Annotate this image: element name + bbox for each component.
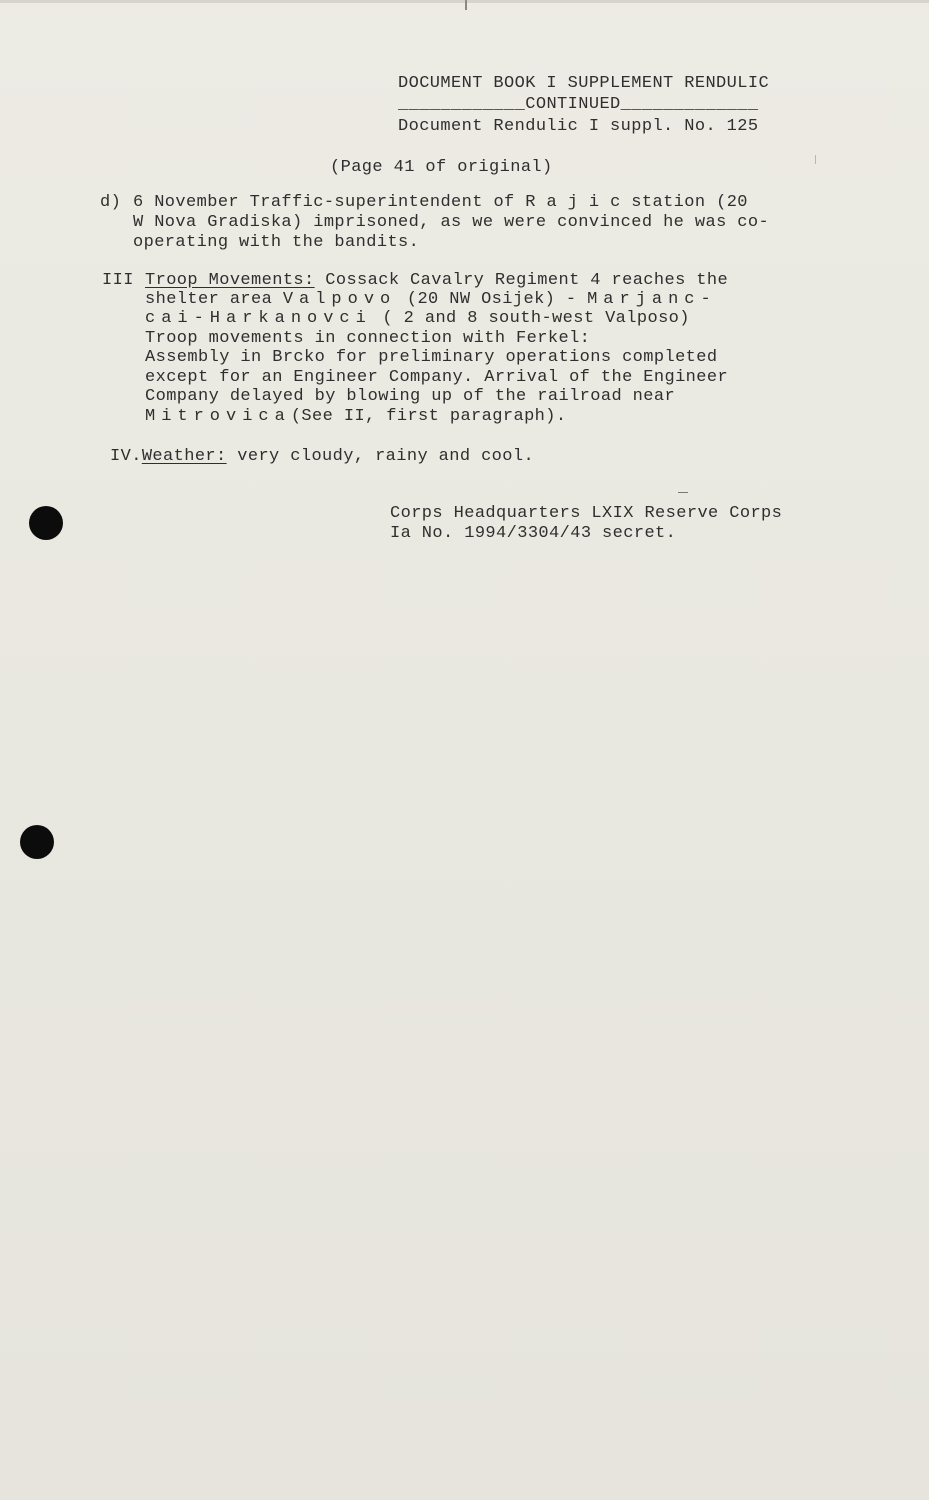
header-dashes-left: ____________ <box>398 95 526 114</box>
section-iii-text: ( 2 and 8 south-west Valposo) <box>371 309 690 328</box>
section-d-line: operating with the bandits. <box>133 233 420 252</box>
section-iv-heading: Weather: <box>141 447 227 466</box>
signature-reference: Ia No. 1994/3304/43 secret. <box>390 524 677 543</box>
section-iii-marker: III <box>102 271 134 290</box>
section-iii-line <box>145 271 728 291</box>
section-iii-line <box>145 407 566 427</box>
section-iii-text: Cossack Cavalry Regiment 4 reaches the <box>314 271 729 290</box>
header-dashes-right: _____________ <box>620 95 759 114</box>
section-d-line: W Nova Gradiska) imprisoned, as we were convinced he was co- <box>133 213 770 232</box>
section-iv-text: very cloudy, rainy and cool. <box>226 447 535 466</box>
section-iii-line <box>145 290 717 310</box>
ink-mark <box>678 492 688 493</box>
section-iii-text: (See II, first paragraph). <box>290 407 567 426</box>
header-title: DOCUMENT BOOK I SUPPLEMENT RENDULIC <box>398 74 770 93</box>
staple-mark <box>465 0 467 10</box>
section-iii-heading: Troop Movements: <box>145 271 315 290</box>
punch-hole-upper <box>29 506 63 540</box>
header-continued-line <box>398 95 758 115</box>
margin-mark <box>815 155 816 164</box>
header-document-number: Document Rendulic I suppl. No. 125 <box>398 117 759 136</box>
section-iii-line: Troop movements in connection with Ferkel: <box>145 329 591 348</box>
place-valpovo: Valpovo <box>282 290 397 309</box>
section-iv-marker: IV. <box>110 447 142 466</box>
section-d-marker: d) <box>100 193 122 212</box>
place-harkanovci: cai-Harkanovci <box>145 309 372 328</box>
section-iii-text: shelter area <box>145 290 283 309</box>
header-continued: CONTINUED <box>525 95 621 114</box>
section-iii-line: Assembly in Brcko for preliminary operations completed <box>145 348 718 367</box>
punch-hole-lower <box>20 825 54 859</box>
section-iii-line: except for an Engineer Company. Arrival of the Engineer <box>145 368 729 387</box>
section-iii-line <box>145 309 690 329</box>
page-note: (Page 41 of original) <box>330 158 553 177</box>
section-iii-line: Company delayed by blowing up of the railroad near <box>145 387 676 406</box>
place-marjanc: Marjanc- <box>587 290 717 309</box>
section-d-line: 6 November Traffic-superintendent of R a j i c station (20 <box>133 193 748 212</box>
section-iii-text: (20 NW Osijek) - <box>396 290 588 309</box>
signature-line: Corps Headquarters LXIX Reserve Corps <box>390 504 783 523</box>
section-iv-line <box>110 447 534 467</box>
place-mitrovica: Mitrovica <box>145 407 291 426</box>
